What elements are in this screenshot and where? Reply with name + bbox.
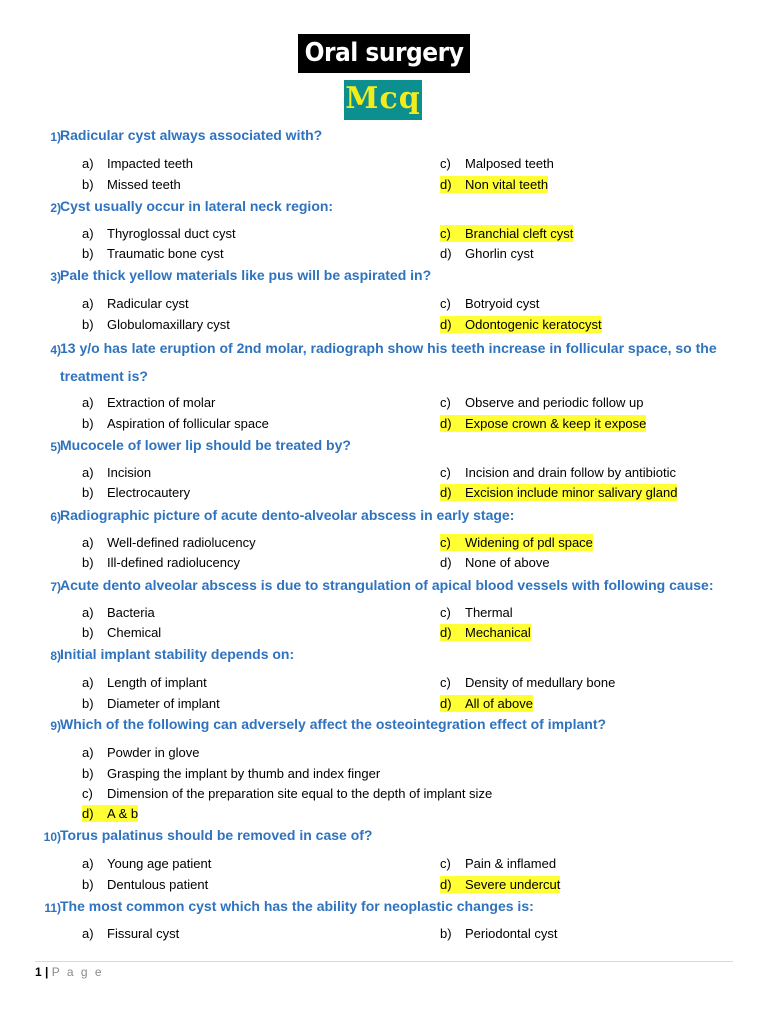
question-text: Cyst usually occur in lateral neck region:	[60, 198, 334, 214]
question-number: 9)	[50, 719, 61, 733]
option-b: b) Diameter of implant	[82, 696, 220, 711]
option-a: a) Powder in glove	[82, 745, 200, 760]
page-footer	[35, 965, 104, 979]
option-d-answer: d) Excision include minor salivary gland	[440, 485, 678, 500]
option-a: a) Impacted teeth	[82, 156, 193, 171]
question-number: 10)	[43, 830, 61, 844]
question-text: Pale thick yellow materials like pus will be aspirated in?	[60, 267, 432, 283]
option-c-answer: c) Branchial cleft cyst	[440, 226, 574, 241]
option-a: a) Well-defined radiolucency	[82, 535, 256, 550]
option-c: c) Dimension of the preparation site equal to the depth of implant size	[82, 786, 493, 801]
option-b: b) Chemical	[82, 625, 162, 640]
option-d-answer: d) Non vital teeth	[440, 177, 549, 192]
option-b: b) Grasping the implant by thumb and index finger	[82, 766, 381, 781]
option-d-answer: d) Odontogenic keratocyst	[440, 317, 602, 332]
option-a: a) Incision	[82, 465, 152, 480]
option-a: a) Length of implant	[82, 675, 207, 690]
option-d-answer: d) All of above	[440, 696, 533, 711]
question-text: Acute dento alveolar abscess is due to strangulation of apical blood vessels with following cause:	[60, 577, 714, 593]
question-text: The most common cyst which has the ability for neoplastic changes is:	[60, 898, 534, 914]
question-number: 2)	[50, 201, 61, 215]
question-number: 1)	[50, 130, 61, 144]
option-c: c) Botryoid cyst	[440, 296, 540, 311]
option-c: c) Observe and periodic follow up	[440, 395, 644, 410]
option-b: b) Ill-defined radiolucency	[82, 555, 240, 570]
question-number: 6)	[50, 510, 61, 524]
subtitle-badge	[344, 80, 422, 120]
footer-divider	[35, 961, 733, 962]
question-text: Mucocele of lower lip should be treated by?	[60, 437, 351, 453]
page-number: 1 |	[35, 965, 49, 979]
question-text: Which of the following can adversely affect the osteointegration effect of implant?	[60, 716, 607, 732]
option-a: a) Bacteria	[82, 605, 155, 620]
question-number: 8)	[50, 649, 61, 663]
question-4	[35, 338, 748, 394]
option-c-answer: c) Widening of pdl space	[440, 535, 593, 550]
option-b: b) Missed teeth	[82, 177, 181, 192]
question-number: 3)	[50, 270, 61, 284]
option-c: c) Incision and drain follow by antibiotic	[440, 465, 677, 480]
option-d: d) Ghorlin cyst	[440, 246, 534, 261]
question-text: Initial implant stability depends on:	[60, 646, 295, 662]
question-number: 4)	[50, 343, 61, 357]
question-text: Radiographic picture of acute dento-alveolar abscess in early stage:	[60, 507, 515, 523]
option-a: a) Young age patient	[82, 856, 212, 871]
option-d-answer: d) Mechanical	[440, 625, 531, 640]
option-a: a) Thyroglossal duct cyst	[82, 226, 236, 241]
subtitle-text: Mcq	[345, 81, 421, 116]
option-b: b) Dentulous patient	[82, 877, 209, 892]
option-c: c) Pain & inflamed	[440, 856, 557, 871]
option-c: c) Malposed teeth	[440, 156, 554, 171]
question-text: Torus palatinus should be removed in case of?	[60, 827, 373, 843]
option-d-answer: d) Severe undercut	[440, 877, 561, 892]
question-number: 5)	[50, 440, 61, 454]
option-d-answer: d) A & b	[82, 806, 139, 821]
option-d-answer: d) Expose crown & keep it expose	[440, 416, 647, 431]
option-a: a) Fissural cyst	[82, 926, 180, 941]
option-c: c) Thermal	[440, 605, 513, 620]
option-b: b) Aspiration of follicular space	[82, 416, 269, 431]
page-title: Oral surgery	[298, 34, 470, 73]
option-a: a) Radicular cyst	[82, 296, 189, 311]
option-a: a) Extraction of molar	[82, 395, 216, 410]
option-b: b) Periodontal cyst	[440, 926, 558, 941]
question-text: Radicular cyst always associated with?	[60, 127, 323, 143]
question-number: 11)	[44, 901, 61, 915]
option-b: b) Traumatic bone cyst	[82, 246, 224, 261]
question-text: 13 y/o has late eruption of 2nd molar, radiograph show his teeth increase in follicular space, so the treatment is?	[60, 340, 717, 384]
page-label: P a g e	[51, 965, 104, 979]
option-b: b) Electrocautery	[82, 485, 191, 500]
option-d: d) None of above	[440, 555, 550, 570]
option-c: c) Density of medullary bone	[440, 675, 616, 690]
option-b: b) Globulomaxillary cyst	[82, 317, 230, 332]
question-number: 7)	[50, 580, 61, 594]
